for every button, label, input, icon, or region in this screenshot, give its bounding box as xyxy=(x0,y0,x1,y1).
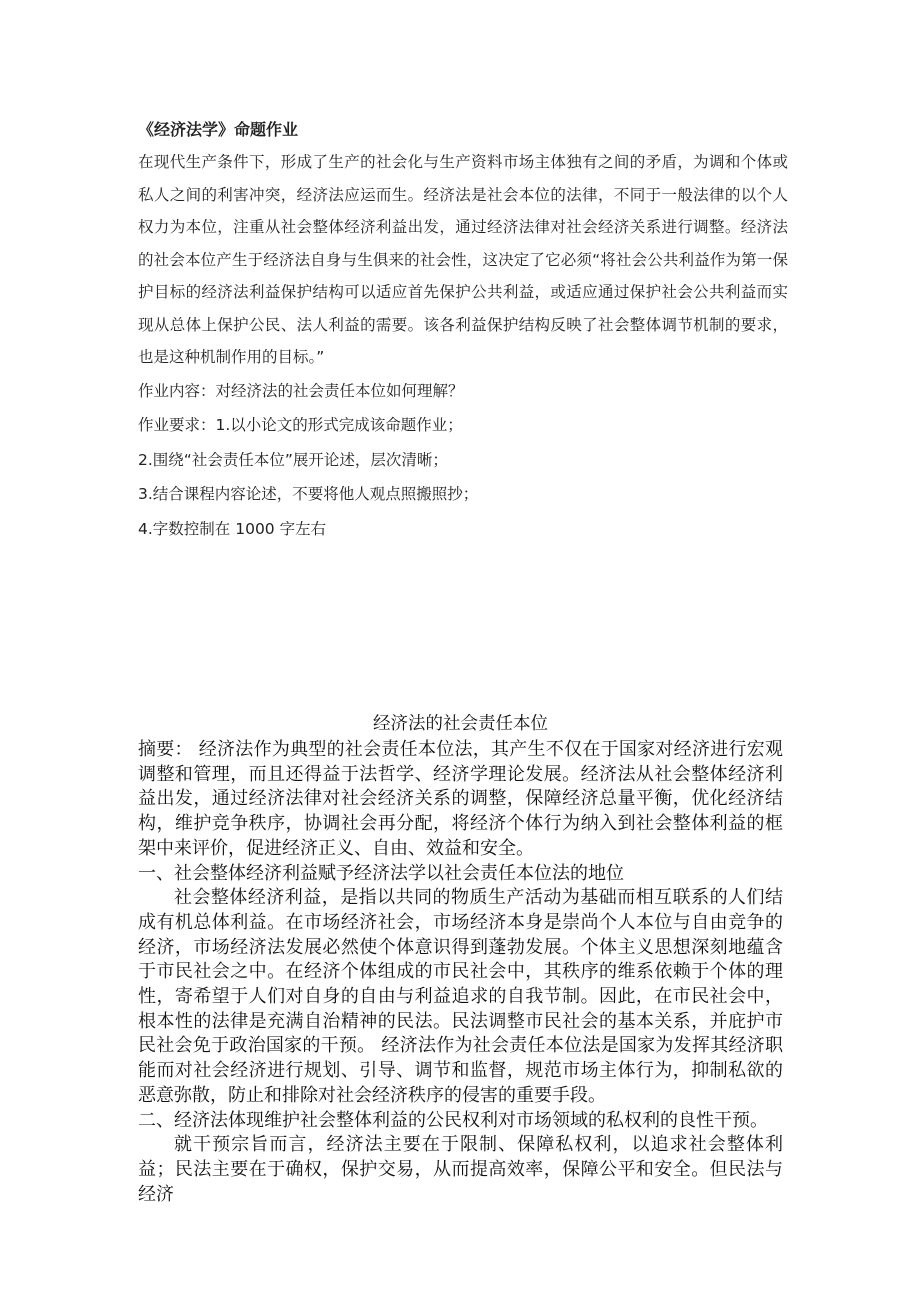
essay-section-2-body: 就干预宗旨而言，经济法主要在于限制、保障私权利，以追求社会整体利益；民法主要在于确权，保护交易，从而提高效率，保障公平和安全。但民法与经济 xyxy=(138,1134,783,1205)
assignment-title: 《经济法学》命题作业 xyxy=(138,120,299,139)
assignment-intro: 在现代生产条件下，形成了生产的社会化与生产资料市场主体独有之间的矛盾，为调和个体或私人之间的利害冲突，经济法应运而生。经济法是社会本位的法律，不同于一般法律的以个人权力为本位，注重从社会整体经济利益出发，通过经济法律对社会经济关系进行调整。经济法的社会本位产生于经济法自身与生俱来的社会性，这决定了它必须“将社会公共利益作为第一保护目标的经济法利益保护结构可以适应首先保护公共利益，或适应通过保护社会公共利益而实现从总体上保护公民、法人利益的需要。该各利益保护结构反映了社会整体调节机制的要求，也是这种机制作用的目标。” xyxy=(138,153,788,366)
essay-title: 经济法的社会责任本位 xyxy=(373,714,548,734)
essay-abstract: 摘要： 经济法作为典型的社会责任本位法，其产生不仅在于国家对经济进行宏观调整和管理，而且还得益于法哲学、经济学理论发展。经济法从社会整体经济利益出发，通过经济法律对社会经济关系的调整，保障经济总量平衡，优化经济结构，维护竞争秩序，协调社会再分配，将经济个体行为纳入到社会整体利益的框架中来评价，促进经济正义、自由、效益和安全。 xyxy=(138,739,783,859)
assignment-requirement-2: 2.围绕“社会责任本位”展开论述，层次清晰； xyxy=(138,450,448,469)
assignment-section xyxy=(138,118,788,546)
assignment-requirement-1: 作业要求：1.以小论文的形式完成该命题作业； xyxy=(138,416,463,434)
assignment-requirement-3: 3.结合课程内容论述，不要将他人观点照搬照抄； xyxy=(138,485,479,503)
assignment-requirement-4: 4.字数控制在 1000 字左右 xyxy=(138,519,327,538)
assignment-content: 作业内容：对经济法的社会责任本位如何理解？ xyxy=(138,381,464,400)
essay-section-2-heading: 二、经济法体现维护社会整体利益的公民权利对市场领域的私权利的良性干预。 xyxy=(138,1109,768,1131)
essay-section-1-heading: 一、社会整体经济利益赋予经济法学以社会责任本位法的地位 xyxy=(138,862,624,884)
essay-section-1-body: 社会整体经济利益，是指以共同的物质生产活动为基础而相互联系的人们结成有机总体利益。在市场经济社会，市场经济本身是崇尚个人本位与自由竞争的经济，市场经济法发展必然使个体意识得到蓬勃发展。个体主义思想深刻地蕴含于市民社会之中。在经济个体组成的市民社会中，其秩序的维系依赖于个体的理性，寄希望于人们对自身的自由与利益追求的自我节制。因此，在市民社会中，根本性的法律是充满自治精神的民法。民法调整市民社会的基本关系，并庇护市民社会免于政治国家的干预。 经济法作为社会责任本位法是国家为发挥其经济职能而对社会经济进行规划、引导、调节和监督，规范市场主体行为，抑制私欲的恶意弥散，防止和排除对社会经济秩序的侵害的重要手段。 xyxy=(138,887,783,1106)
essay-section xyxy=(138,710,783,1207)
